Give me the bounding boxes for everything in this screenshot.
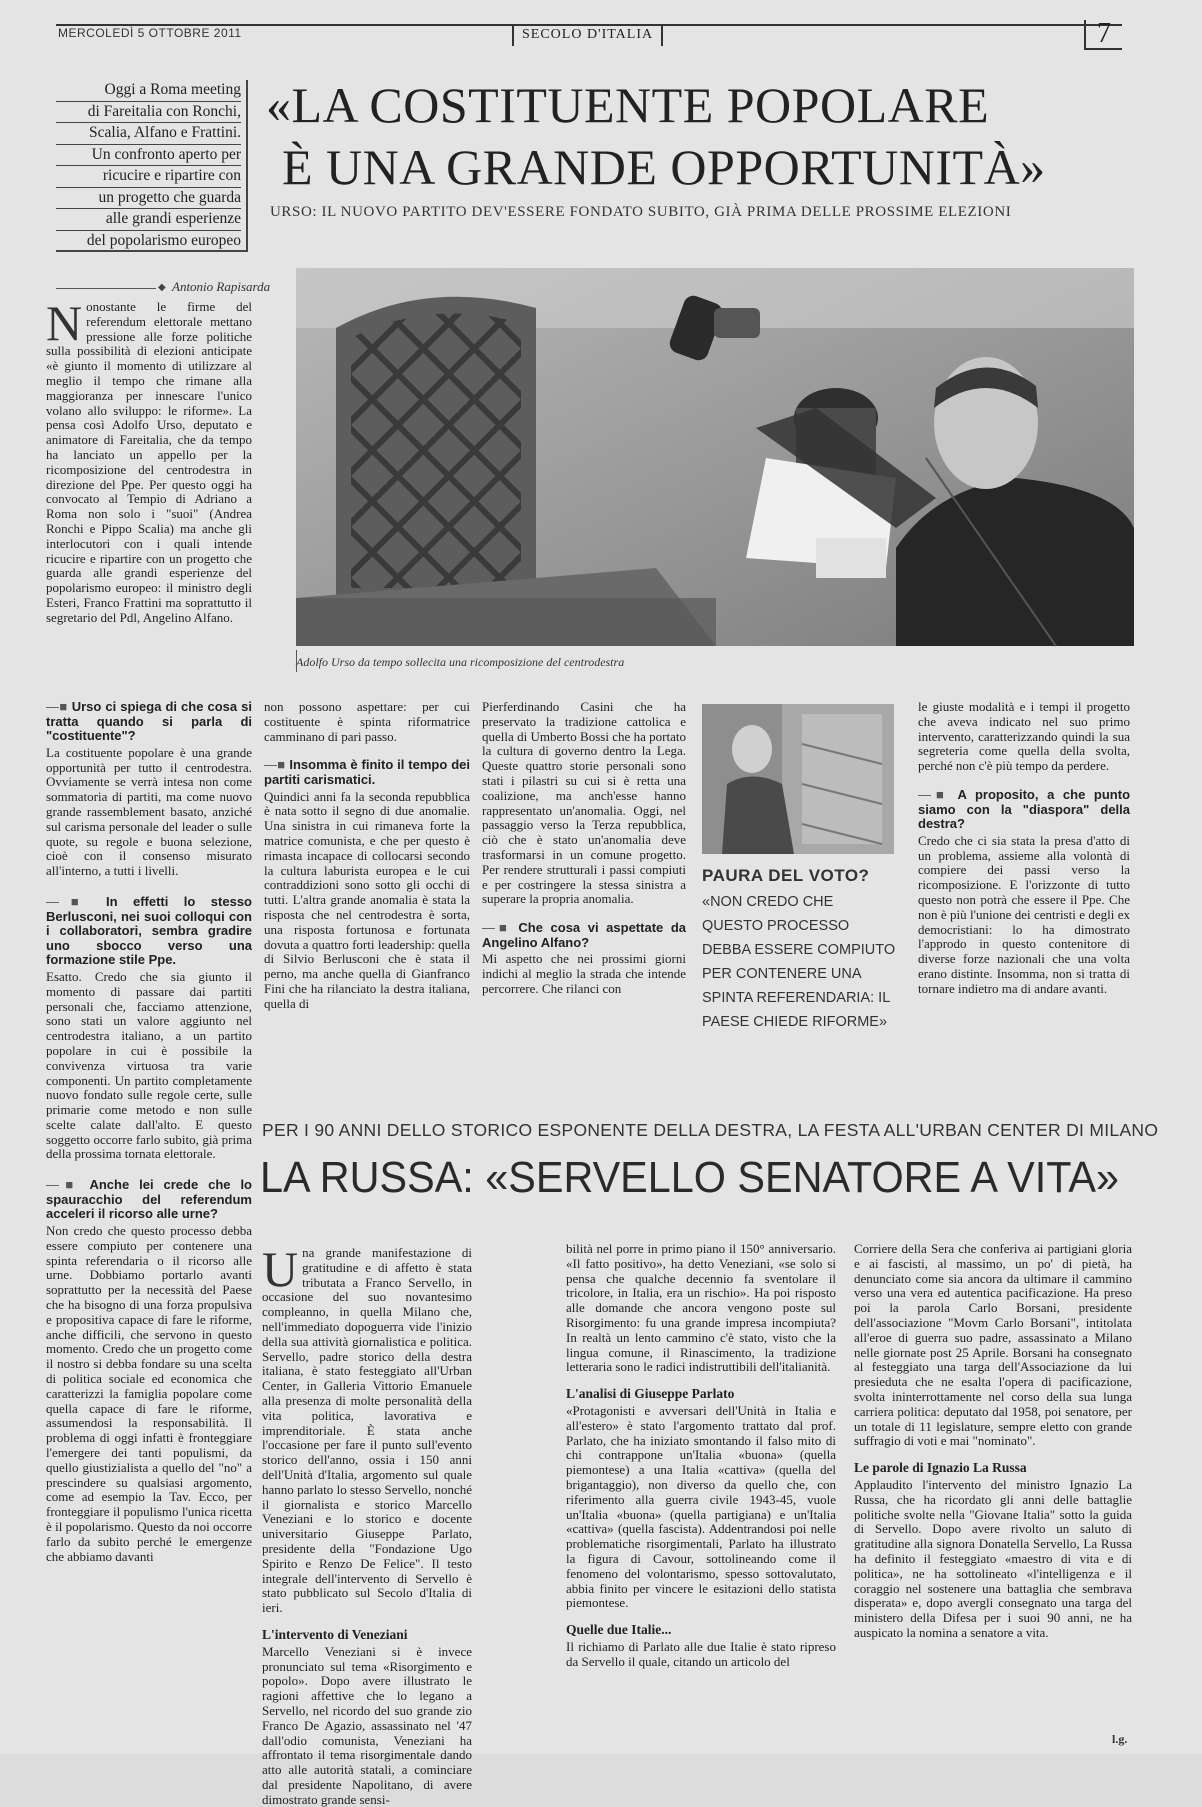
quote-box-text: «NON CREDO CHE QUESTO PROCESSO DEBBA ESSERE COMPIUTO PER CONTENERE UNA SPINTA REFERENDARIA: IL PAESE CHIEDE RIFORME» — [702, 894, 896, 1030]
article2-column-2 — [566, 1242, 836, 1746]
summary-line: un progetto che guarda — [56, 188, 241, 210]
summary-line: Scalia, Alfano e Frattini. — [56, 123, 241, 145]
article1-column-2 — [264, 700, 470, 1060]
dropcap-u: U — [262, 1241, 299, 1297]
article2-paragraph-7: Applaudito l'intervento del ministro Ignazio La Russa, che ha ricordato gli anni delle battaglie politiche svolte nella "Giovane Italia" sotto la guida di Servello. Dopo avere rivolto un saluto di gratitudine alla signora Donatella Servello, La Russa ha definito il festeggiato «maestro di vita e di politica», ne ha sottolineato «l'intelligenza e il coraggio nel sostenere una battaglia che sembrava disperata» e, dopo avergli consegnato una targa del ministero della Difesa per i suoi 90 anni, ne ha auspicato la nomina a senatore a vita. — [854, 1476, 1132, 1640]
summary-line: del popolarismo europeo — [56, 231, 241, 253]
header-date: MERCOLEDÌ 5 OTTOBRE 2011 — [58, 26, 242, 40]
headline-line-2: È UNA GRANDE OPPORTUNITÀ» — [282, 139, 1046, 195]
article2-column-1 — [262, 1241, 472, 1807]
answer-3: Non credo che questo processo debba essere compiuto per contenere una spinta referendaria o il ricorso alle urne. Dobbiamo portarlo avanti soprattutto per la necessità del Paese che ha bisogno di una forza propulsiva e propositiva capace di fare le riforme, anche difficili, che servono in questo momento. Credo che un progetto come il nostro si debba fondare su una scelta di politica sociale ed economica che caratterizzi la famiglia popolare come quella capace di fare le riforme, assumendosi la responsabilità. Il problema di oggi infatti è fronteggiare l'emergere dei tanti populismi, da quello giustizialista a quello del "no" a prescindere su qualsiasi argomento, come ad esempio la Tav. Ecco, per fronteggiare il populismo l'unica ricetta è il popolarismo. Questo da noi occorre farlo da subito perché le emergenze che abbiamo davanti — [46, 1223, 252, 1564]
summary-line: Un confronto aperto per — [56, 145, 241, 167]
article1-column-1 — [46, 692, 252, 1746]
question-1: —■ Urso ci spiega di che cosa si tratta quando si parla di "costituente"? — [46, 700, 252, 744]
article1-column-3 — [482, 700, 686, 1060]
article2-paragraph-1: na grande manifestazione di gratitudine e di affetto è stata tributata a Franco Servello, in occasione del suo novantesimo compleanno, in quella Milano che, nell'immediato dopoguerra vide l'inizio della sua attività giornalistica e politica. Servello, padre storico della destra italiana, è stato festeggiato all'Urban Center, in Galleria Vittorio Emanuele alla presenza di molte personalità della vita politica, lavorativa e imprenditoriale. È stata anche l'occasione per fare il punto sull'evento storico dell'anno, ossia i 150 anni dell'Unità d'Italia, argomento sul quale hanno parlato lo stesso Servello, nonché il giornalista e storico Marcello Veneziani e lo storico e docente universitario Giuseppe Parlato, presidente della "Fondazione Ugo Spirito e Renzo De Felice". Il testo integrale dell'intervento di Servello è stato pubblicato sul Secolo d'Italia di ieri. — [262, 1245, 472, 1616]
answer-5: Mi aspetto che nei prossimi giorni indichi al meglio la strada che intende percorrere. Che rilanci con — [482, 951, 686, 996]
article-photo — [296, 268, 1134, 646]
summary-lines — [56, 80, 246, 252]
article2-paragraph-3: bilità nel porre in primo piano il 150° anniversario. «Il fatto positivo», ha detto Veneziani, «se solo si pensa che qualche decennio fa sventolare il tricolore, in Italia, era un rischio». Ha poi risposto alle domande che ancora vengono poste sul Risorgimento: fu una grande impresa incompiuta? In realtà un lento cammino c'è stato, visto che la lingua comune, il Rinascimento, la tradizione letteraria sono le radici indistruttibili dell'italianità. — [566, 1241, 836, 1375]
subhead-parlato: L'analisi di Giuseppe Parlato — [566, 1386, 735, 1402]
photo-illustration — [296, 268, 1134, 646]
subhead-la-russa: Le parole di Ignazio La Russa — [854, 1460, 1027, 1476]
article2-paragraph-2: Marcello Veneziani si è invece pronunciato sul tema «Risorgimento e popolo». Dopo avere illustrato le ragioni affettive che lo legano a Servello, nel ricordo del suo grande zio Franco De Agazio, assassinato nel '47 dall'odio comunista, Veneziani ha affrontato il tema risorgimentale dando atto alle autorità statali, a cominciare dal presidente Napolitano, di avere dimostrato grande sensi- — [262, 1643, 472, 1807]
answer-6: Credo che ci sia stata la presa d'atto di un problema, assieme alla volontà di compiere dei passi verso la ricomposizione. E l'orizzonte di tutto questo non potrà che essere il Ppe. Che non è più l'unione dei centristi e degli ex democristiani: lo ha dimostrato l'approdo in questo contenitore di diverse forze nazionali che una volta erano distinte. Insomma, non si tratta di tornare indietro ma di andare avanti. — [918, 832, 1130, 996]
intro-text: onostante le firme del referendum elettorale mettano pressione alle forze politiche sulla possibilità di elezioni anticipate «è giunto il momento di utilizzare al meglio il tempo che rimane alla maggioranza per innescare l'unico volano allo sviluppo: le riforme». La pensa così Adolfo Urso, deputato e animatore di Fareitalia, che da tempo ha lanciato un appello per la ricomposizione del centrodestra in direzione del Ppe. Per questo oggi ha convocato al Tempio di Adriano a Roma non solo i "suoi" (Andrea Ronchi e Pippo Scalia) ma anche gli interlocutori con i quali intende ricucire e ripartire con un progetto che guarda alle grandi esperienze del popolarismo europeo: il ministro degli Esteri, Franco Frattini ma soprattutto il segretario del Pdl, Angelino Alfano. — [46, 299, 252, 625]
intro-column — [46, 295, 252, 684]
byline: Antonio Rapisarda — [172, 279, 271, 294]
quote-box-photo — [702, 704, 894, 854]
article2-headline: LA RUSSA: «SERVELLO SENATORE A VITA» — [260, 1153, 1119, 1202]
quote-box-illustration — [702, 704, 894, 854]
quote-box — [702, 704, 902, 1030]
question-6: —■ A proposito, a che punto siamo con la "diaspora" della destra? — [918, 788, 1130, 832]
dropcap-n: N — [46, 295, 83, 351]
subheadline: URSO: IL NUOVO PARTITO DEV'ESSERE FONDATO SUBITO, GIÀ PRIMA DELLE PROSSIME ELEZIONI — [270, 204, 1012, 220]
answer-4: Quindici anni fa la seconda repubblica è nata sotto il segno di due anomalie. Una sinistra in cui rimaneva forte la matrice comunista, e che per questo è rimasta incapace di collocarsi secondo la cultura laburista europea e le cui contraddizioni sono sotto gli occhi di tutti. L'altra grande anomalia è stata la risposta che nel centrodestra è sorta, una risposta fortunosa e fortunata dovuta a quattro forti leadership: quella di Silvio Berlusconi che è stata il perno, ma anche quella di Gianfranco Fini che ha rilanciato la destra italiana, quella di — [264, 788, 470, 1011]
article2-kicker: PER I 90 ANNI DELLO STORICO ESPONENTE DELLA DESTRA, LA FESTA ALL'URBAN CENTER DI MILANO — [262, 1120, 1159, 1140]
article2-paragraph-4: «Protagonisti e avversari dell'Unità in Italia e all'estero» è stato l'argomento trattato dal prof. Parlato, che ha iniziato smontando il falso mito di chi contrappone un'Italia «buona» (quella piemontese) a una Italia «cattiva» (quella del brigantaggio), non diverso da quello che, con riferimento alla guerra civile 1943-45, vuole un'Italia «buona» (quella partigiana) e un'Italia «cattiva» (quella fascista). Addentrandosi poi nelle problematiche risorgimentali, Parlato ha illustrato la figura di Cavour, sottolineando come il fenomeno del volontarismo, spesso sottovalutato, abbia finito per vincere le esitazioni dello statista piemontese. — [566, 1402, 836, 1611]
column-5-continuation: le giuste modalità e i tempi il progetto che aveva indicato nel suo primo intervento, caratterizzando quindi la sua segreteria come quella della svolta, perché non c'è più tempo da perdere. — [918, 699, 1130, 774]
question-5: —■ Che cosa vi aspettate da Angelino Alfano? — [482, 921, 686, 950]
column-3-continuation: Pierferdinando Casini che ha preservato la tradizione cattolica e quella di Umberto Bossi che ha portato la cultura di governo dentro la Lega. Queste quattro storie personali sono stati i pilastri su cui si è retta una coalizione, ma anch'esse hanno rappresentato un'anomalia. Oggi, nel passaggio verso la Terza repubblica, ciò che è stato un'anomalia deve trasformarsi in un comune progetto. Per rendere strutturali i passi compiuti e per costringere la stessa sinistra a superare la propria anomalia. — [482, 699, 686, 907]
article1-column-5 — [918, 700, 1130, 1060]
byline-diamond-icon: ◆ — [158, 282, 166, 293]
question-4: —■ Insomma è finito il tempo dei partiti carismatici. — [264, 758, 470, 787]
page-number: 7 — [1084, 20, 1122, 50]
subhead-veneziani: L'intervento di Veneziani — [262, 1626, 408, 1642]
answer-2: Esatto. Credo che sia giunto il momento di passare dai partiti personali che, facciamo attenzione, sono stati un valore aggiunto nel centrodestra italiano, a un partito popolare in cui è possibile la convivenza virtuosa tra varie componenti. Un partito completamente nuovo fondato sulle regole certe, sulle primarie come metodo e non sulle scelte calate dall'alto. E questo soggetto occorre farlo subito, già prima della prossima tornata elettorale. — [46, 968, 252, 1162]
subhead-due-italie: Quelle due Italie... — [566, 1622, 672, 1638]
question-2: —■ In effetti lo stesso Berlusconi, nei suoi colloqui con i collaboratori, sembra gradire uno sbocco verso una formazione stile Ppe. — [46, 895, 252, 968]
answer-1: La costituente popolare è una grande opportunità per tutto il centrodestra. Ovviamente se verrà intesa non come sommatoria di partiti, ma come nuovo grande rassemblement basato, anziché sul carisma personale del leader o sulle quote, su regole e buona selezione, cioè con il consenso misurato all'interno, a tutti i livelli. — [46, 744, 252, 879]
summary-line: Oggi a Roma meeting — [56, 80, 241, 102]
article2-paragraph-6: Corriere della Sera che conferiva ai partigiani gloria e ai fascisti, al massimo, un po' di pietà, ha denunciato come sia ancora da ultimare il cammino verso una vera ed autentica pacificazione. Ha preso poi la parola Carlo Borsani, presidente dell'associazione "Movm Carlo Borsani", intitolata all'eroe di guerra suo padre, assassinato a Milano nelle giornate post 25 Aprile. Borsani ha consegnato al festeggiato una targa dell'Associazione da lui presieduta che ne esalta l'opera di pacificazione, svolta ininterrottamente nel corso della sua lunga carriera politica: deputato dal 1958, poi senatore, per un totale di 11 legislature, sempre eletto con grande suffragio di voti e mai "nominato". — [854, 1241, 1132, 1449]
column-2-continuation: non possono aspettare: per cui costituente è spinta riformatrice camminano di pari passo. — [264, 699, 470, 744]
summary-box — [56, 80, 248, 252]
photo-caption: Adolfo Urso da tempo sollecita una ricomposizione del centrodestra — [296, 655, 625, 669]
signature: l.g. — [1112, 1732, 1128, 1746]
masthead: SECOLO D'ITALIA — [512, 24, 663, 46]
article2-paragraph-5: Il richiamo di Parlato alle due Italie è stato ripreso da Servello il quale, citando un articolo del — [566, 1638, 836, 1669]
byline-rule — [56, 288, 156, 289]
article2-column-3 — [854, 1242, 1132, 1736]
summary-line: ricucire e ripartire con — [56, 166, 241, 188]
summary-line: alle grandi esperienze — [56, 209, 241, 231]
quote-box-title: PAURA DEL VOTO? — [702, 866, 870, 885]
caption-rule — [296, 650, 297, 672]
summary-line: di Fareitalia con Ronchi, — [56, 102, 241, 124]
question-3: —■ Anche lei crede che lo spauracchio del referendum acceleri il ricorso alle urne? — [46, 1178, 252, 1222]
headline-line-1: «LA COSTITUENTE POPOLARE — [266, 77, 990, 133]
